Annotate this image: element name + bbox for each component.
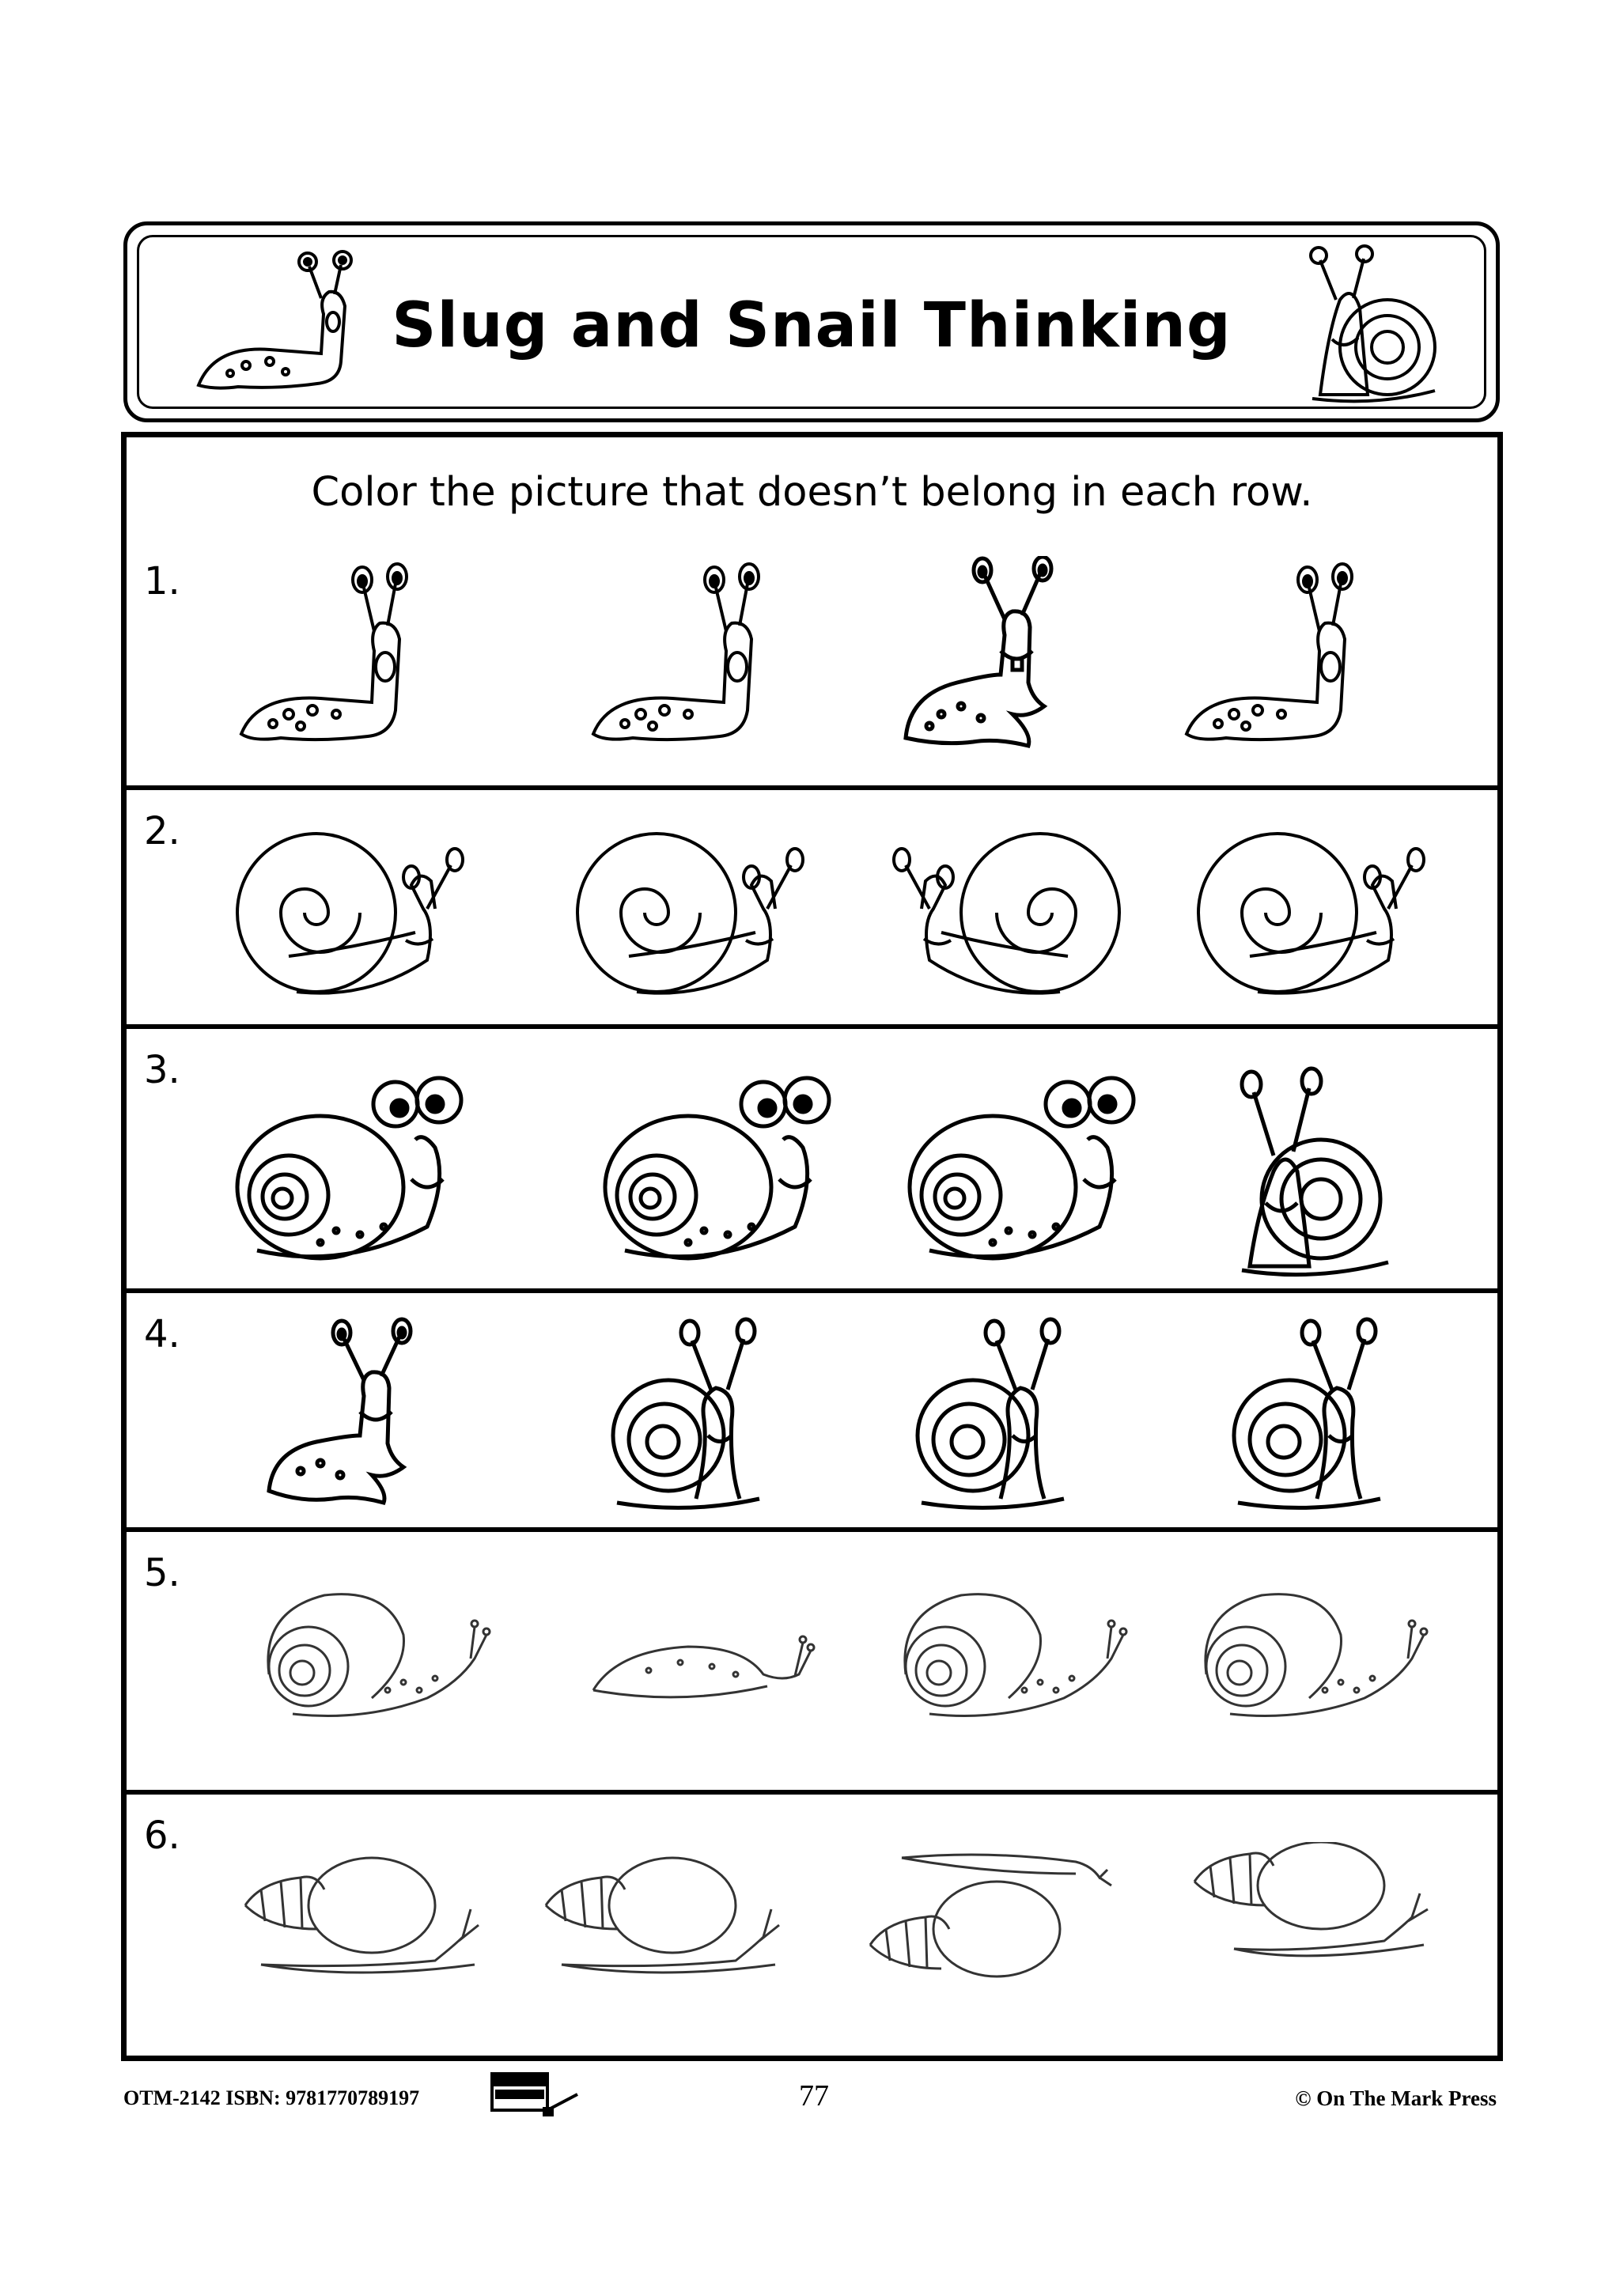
- snail-icon: [1296, 236, 1447, 410]
- slug-icon[interactable]: [233, 556, 431, 754]
- snail-icon[interactable]: [1183, 1572, 1444, 1730]
- snail-icon[interactable]: [566, 822, 827, 1004]
- snail-icon[interactable]: [898, 1061, 1151, 1274]
- snail-icon[interactable]: [593, 1061, 846, 1274]
- footer-code-isbn: OTM-2142 ISBN: 9781770789197: [123, 2086, 420, 2109]
- snail-icon[interactable]: [870, 822, 1131, 1004]
- footer-publisher: © On The Mark Press: [1295, 2086, 1497, 2110]
- title-banner: [123, 221, 1500, 422]
- worksheet-row-6: [127, 1790, 1497, 2061]
- page-number: 77: [799, 2079, 829, 2113]
- snail-icon[interactable]: [225, 1061, 479, 1274]
- snail-icon[interactable]: [538, 1850, 791, 1984]
- snail-icon[interactable]: [1187, 1842, 1440, 1976]
- row-number: 1.: [144, 559, 180, 603]
- worksheet-frame: [121, 432, 1503, 2061]
- row-number: 4.: [144, 1312, 180, 1356]
- snail-icon[interactable]: [1222, 1309, 1388, 1515]
- row-number: 5.: [144, 1551, 180, 1595]
- page-title: Slug and Snail Thinking: [392, 290, 1232, 361]
- snail-icon[interactable]: [894, 556, 1084, 754]
- row-number: 3.: [144, 1048, 180, 1092]
- snail-icon[interactable]: [601, 1309, 767, 1515]
- row-number: 6.: [144, 1814, 180, 1858]
- snail-icon[interactable]: [1187, 822, 1448, 1004]
- worksheet-row-1: [127, 540, 1497, 785]
- worksheet-row-4: [127, 1288, 1497, 1527]
- snail-icon[interactable]: [245, 1572, 506, 1730]
- slug-icon[interactable]: [585, 556, 783, 754]
- snail-icon[interactable]: [225, 822, 486, 1004]
- slug-icon[interactable]: [585, 1619, 823, 1714]
- copier-icon: [489, 2071, 581, 2120]
- instruction-text: Color the picture that doesn’t belong in each row.: [311, 469, 1313, 516]
- slug-icon[interactable]: [1179, 556, 1376, 754]
- snail-icon[interactable]: [882, 1572, 1143, 1730]
- snail-icon[interactable]: [1218, 1053, 1400, 1282]
- worksheet-row-2: [127, 785, 1497, 1024]
- snail-icon[interactable]: [237, 1850, 490, 1984]
- snail-icon[interactable]: [862, 1842, 1115, 1992]
- worksheet-row-3: [127, 1024, 1497, 1288]
- worksheet-row-5: [127, 1527, 1497, 1790]
- slug-icon[interactable]: [261, 1317, 435, 1507]
- row-number: 2.: [144, 809, 180, 853]
- snail-icon[interactable]: [906, 1309, 1072, 1515]
